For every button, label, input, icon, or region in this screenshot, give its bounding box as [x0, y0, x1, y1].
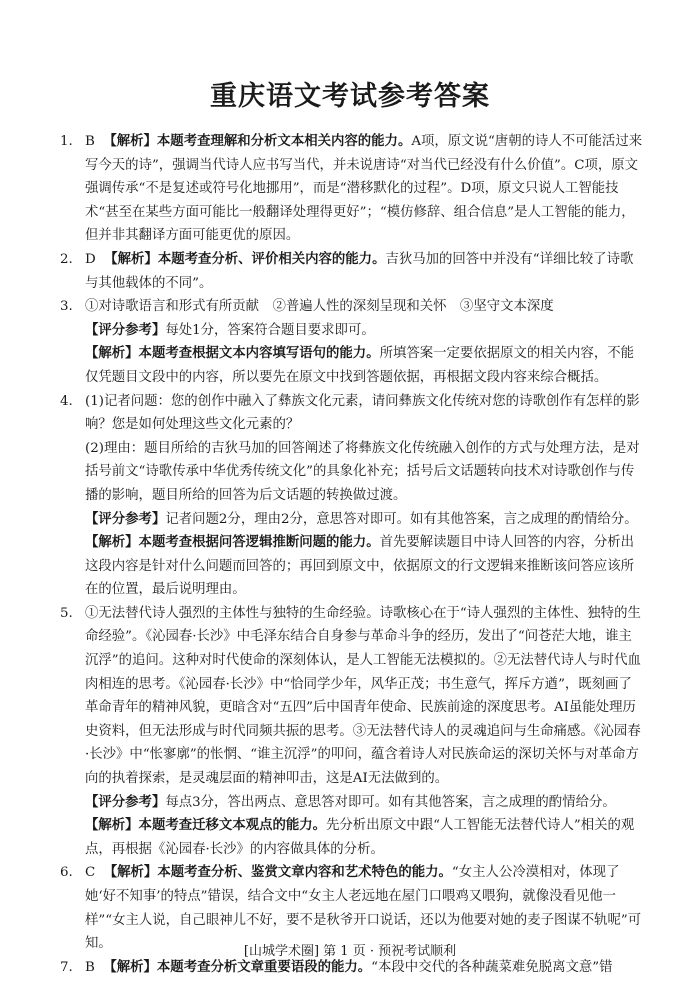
answer-choice: D: [85, 251, 96, 267]
question-number: 4.: [60, 393, 73, 409]
question-1: [60, 130, 644, 248]
question-number: 5.: [60, 605, 73, 621]
page-footer: [山城学术圈] 第 1 页 · 预祝考试顺利: [243, 944, 457, 959]
question-3: [60, 295, 644, 389]
analysis-tag: 【解析】本题考查迁移文本观点的能力。: [85, 818, 327, 834]
analysis-tag: 【解析】本题考查分析、评价相关内容的能力。: [104, 251, 386, 267]
question-number: 7.: [60, 959, 73, 975]
analysis-tag: 【解析】本题考查理解和分析文本相关内容的能力。: [103, 134, 412, 149]
score-text: 每点3分，答出两点、意思答对即可。如有其他答案，言之成理的酌情给分。: [165, 794, 616, 810]
page-title: 重庆语文考试参考答案: [210, 81, 490, 112]
question-5: [60, 602, 644, 862]
question-2: [60, 248, 644, 295]
answer-content: [60, 130, 644, 979]
score-text: 每处1分，答案符合题目要求即可。: [165, 322, 375, 338]
analysis-text: “女主人公冷漠相对，体现了她‘好不知事’的特点”错误，结合文中“女主人老远地在屋门口喂鸡又喂狗，就像没看见他一样”“女主人说，自己眼神儿不好，要不是秋爷开口说话，还以为他要对她的麦子图谋不轨呢”可知。: [85, 865, 642, 952]
score-text: 记者问题2分，理由2分，意思答对即可。如有其他答案，言之成理的酌情给分。: [165, 511, 638, 527]
question-number: 2.: [60, 251, 73, 267]
answer-part-2: (2)理由：题目所给的吉狄马加的回答阐述了将彝族文化传统融入创作的方式与处理方法，是对括号前文“诗歌传承中华优秀传统文化”的具象化补充；括号后文话题转向技术对诗歌创作与传播的影响，题目所给的回答为后文话题的转换做过渡。: [85, 440, 640, 503]
analysis-text: A项，原文说“唐朝的诗人不可能活过来写今天的诗”，强调当代诗人应书写当代，并未说唐诗“对当代已经没有什么价值”。C项，原文强调传承“不是复述或符号化地挪用”，而是“潜移默化的过程”。D项，原文只说人工智能技术“甚至在某些方面可能比一般翻译处理得更好”；“模仿修辞、组合信息”是人工智能的能力，但并非其翻译方面可能更优的原因。: [85, 134, 643, 244]
score-tag: 【评分参考】: [85, 511, 166, 527]
analysis-text: “本段中交代的各种蔬菜难免脱离文意”错: [371, 959, 613, 975]
score-tag: 【评分参考】: [85, 322, 166, 338]
analysis-text: 首先要解读题目中诗人回答的内容，分析出这段内容是针对什么问题而回答的；再回到原文中，依据原文的行文逻辑来推断该问答应该所在的位置，最后说明理由。: [85, 535, 635, 598]
analysis-tag: 【解析】本题考查分析、鉴赏文章内容和艺术特色的能力。: [103, 865, 452, 881]
analysis-text: 吉狄马加的回答中并没有“详细比较了诗歌与其他载体的不同”。: [85, 251, 634, 291]
question-4: [60, 390, 644, 602]
answer-choice: B: [85, 959, 95, 975]
answer-choice: C: [85, 865, 96, 881]
question-number: 6.: [60, 865, 73, 881]
question-7: [60, 956, 644, 980]
answer-part-1: (1)记者问题：您的创作中融入了彝族文化元素，请问彝族文化传统对您的诗歌创作有怎样的影响？您是如何处理这些文化元素的？: [85, 393, 640, 433]
answer-text: ①无法替代诗人强烈的主体性与独特的生命经验。诗歌核心在于“诗人强烈的主体性、独特的生命经验”。《沁园春·长沙》中毛泽东结合自身参与革命斗争的经历，发出了“问苍茫大地，谁主沉浮”的追问。这种对时代使命的深刻体认，是人工智能无法模拟的。②无法替代诗人与时代血肉相连的思考。《沁园春·长沙》中“恰同学少年，风华正茂；书生意气，挥斥方遒”，既刻画了革命青年的精神风貌，更暗含对“五四”后中国青年使命、民族前途的深度思考。AI虽能处理历史资料，但无法形成与时代同频共振的思考。③无法替代诗人的灵魂追问与生命痛感。《沁园春·长沙》中“怅寥廓”的怅惘、“谁主沉浮”的叩问，蕴含着诗人对民族命运的深切关怀与对革命方向的执着探索，是灵魂层面的精神叩击，这是AI无法做到的。: [85, 605, 641, 787]
analysis-tag: 【解析】本题考查分析文章重要语段的能力。: [103, 959, 372, 975]
analysis-text: 先分析出原文中跟“人工智能无法替代诗人”相关的观点，再根据《沁园春·长沙》的内容做具体的分析。: [85, 818, 635, 857]
answer-choice: B: [85, 134, 95, 149]
analysis-text: 所填答案一定要依据原文的相关内容，不能仅凭题目文段中的内容，所以要先在原文中找到答题依据，再根据文段内容来综合概括。: [85, 346, 635, 385]
answer-text: ①对诗歌语言和形式有所贡献 ②普遍人性的深刻呈现和关怀 ③坚守文本深度: [85, 299, 554, 315]
question-number: 1.: [60, 134, 73, 149]
score-tag: 【评分参考】: [85, 794, 166, 810]
question-number: 3.: [60, 299, 73, 315]
analysis-tag: 【解析】本题考查根据问答逻辑推断问题的能力。: [85, 535, 380, 551]
analysis-tag: 【解析】本题考查根据文本内容填写语句的能力。: [85, 346, 380, 362]
